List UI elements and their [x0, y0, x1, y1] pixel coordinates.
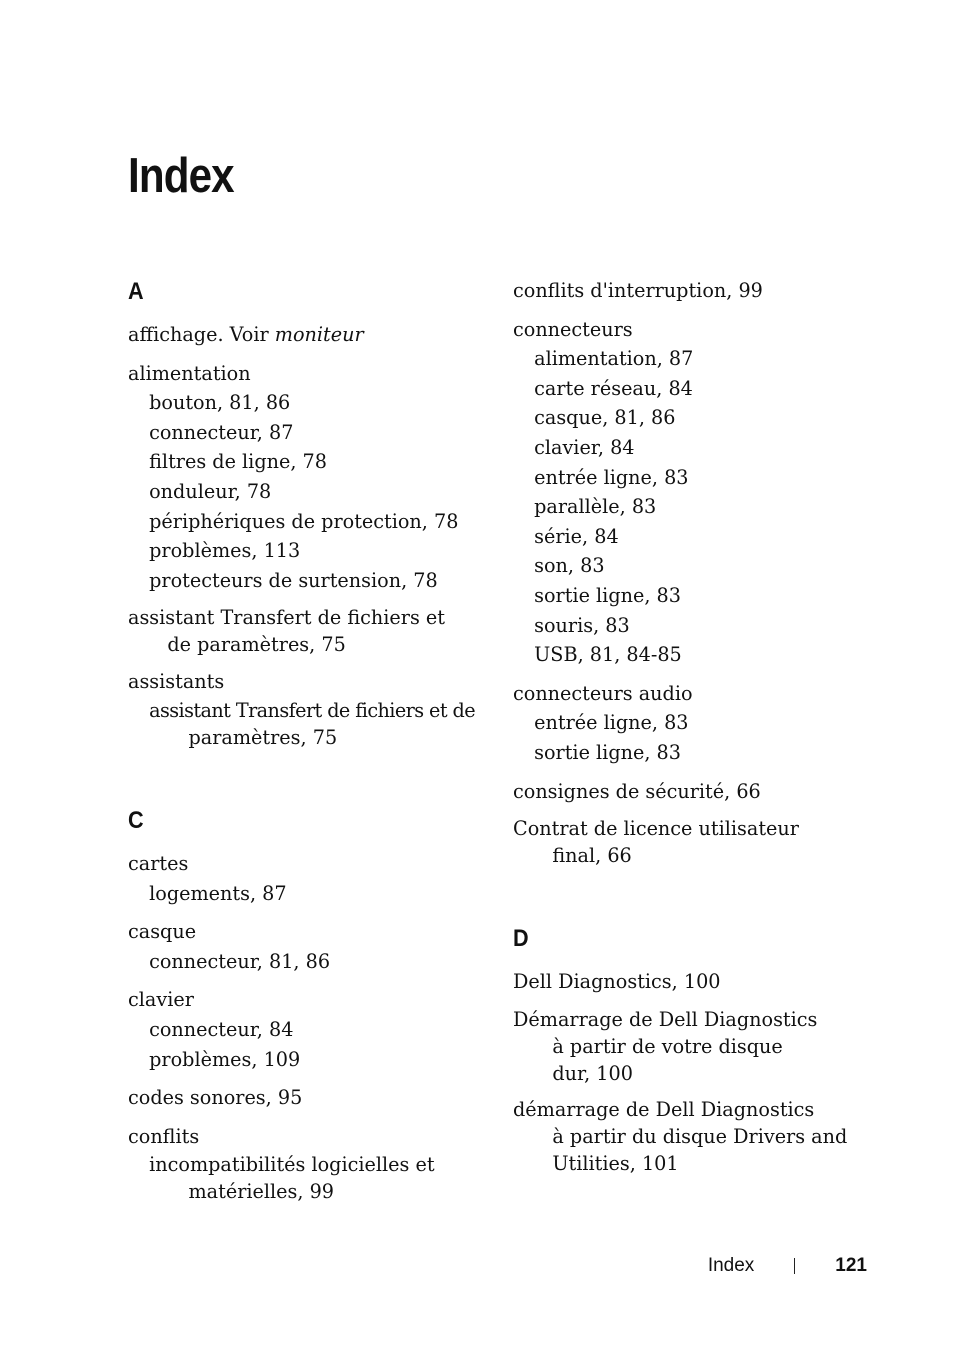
index-term: [128, 320, 464, 350]
index-subentry: filtres de ligne, 78: [149, 449, 327, 474]
index-term: Démarrage de Dell Diagnostics: [513, 1006, 818, 1031]
page-footer: [708, 1255, 867, 1277]
index-term: clavier: [128, 987, 194, 1012]
index-column-left: [128, 276, 478, 1214]
index-entry-alimentation: [128, 359, 478, 596]
index-subentry: problèmes, 109: [149, 1046, 301, 1071]
index-term-text: affichage. Voir: [128, 322, 269, 346]
see-reference: moniteur: [274, 322, 364, 346]
index-subentry: USB, 81, 84-85: [534, 642, 682, 667]
index-term: consignes de sécurité, 66: [513, 778, 761, 803]
index-subentry: sortie ligne, 83: [534, 739, 681, 764]
index-subentry: sortie ligne, 83: [534, 582, 681, 607]
index-subentry: clavier, 84: [534, 434, 635, 459]
index-entry-conflits: [128, 1122, 478, 1206]
index-subentry-continuation: matérielles, 99: [188, 1179, 335, 1204]
index-subentry: logements, 87: [149, 880, 287, 905]
index-entry-conflits-interruption: [513, 276, 863, 306]
index-entry-demarrage-drivers: [513, 1096, 863, 1177]
index-term: assistant Transfert de fichiers et: [128, 605, 446, 630]
section-letter-d: D: [513, 925, 529, 953]
index-term-continuation: dur, 100: [552, 1060, 633, 1085]
footer-label: Index: [707, 1255, 755, 1276]
index-subentry: alimentation, 87: [534, 346, 694, 371]
index-entry-cartes: [128, 849, 478, 908]
index-subentry: connecteur, 87: [149, 419, 294, 444]
index-term: conflits: [128, 1123, 200, 1148]
index-term-continuation: final, 66: [552, 843, 632, 868]
index-entry-codes-sonores: [128, 1083, 478, 1113]
index-entry-clavier: [128, 985, 478, 1074]
index-term-continuation: Utilities, 101: [552, 1150, 679, 1175]
index-subentry: périphériques de protection, 78: [149, 508, 459, 533]
index-term-continuation: à partir de votre disque: [552, 1033, 783, 1058]
index-subentry-text: assistant Transfert de fichiers et de: [149, 697, 476, 722]
index-entry-connecteurs: [513, 315, 863, 670]
index-entry-assistant-transfert: [128, 604, 478, 658]
index-subentry: [128, 697, 476, 724]
index-subentry: entrée ligne, 83: [534, 464, 689, 489]
index-subentry: casque, 81, 86: [534, 405, 676, 430]
index-entry-assistants: [128, 667, 478, 751]
index-subentry: souris, 83: [534, 612, 630, 637]
index-term-continuation: à partir du disque Drivers and: [552, 1123, 848, 1148]
section-letter-a: A: [128, 278, 144, 305]
index-term: Dell Diagnostics, 100: [513, 969, 721, 994]
index-entry-contrat: [513, 815, 863, 869]
index-subentry: connecteur, 84: [149, 1016, 294, 1041]
index-column-right: [513, 276, 863, 1186]
index-term: connecteurs: [513, 316, 633, 341]
index-subentry: protecteurs de surtension, 78: [149, 567, 438, 592]
page-number: 121: [835, 1255, 867, 1276]
index-term: alimentation: [128, 360, 251, 385]
footer-divider: [794, 1258, 795, 1274]
index-term: connecteurs audio: [513, 680, 693, 705]
index-subentry: onduleur, 78: [149, 478, 272, 503]
index-subentry: problèmes, 113: [149, 538, 301, 563]
index-term: cartes: [128, 850, 189, 875]
index-term-continuation: de paramètres, 75: [167, 632, 346, 657]
index-subentry: entrée ligne, 83: [534, 710, 689, 735]
index-subentry-continuation: paramètres, 75: [188, 724, 338, 749]
index-subentry: son, 83: [534, 553, 605, 578]
index-entry-affichage: [128, 320, 478, 350]
index-term: codes sonores, 95: [128, 1085, 303, 1110]
index-subentry: connecteur, 81, 86: [149, 948, 331, 973]
index-subentry: carte réseau, 84: [534, 375, 693, 400]
index-term: démarrage de Dell Diagnostics: [513, 1096, 815, 1121]
index-entry-connecteurs-audio: [513, 679, 863, 768]
index-term: assistants: [128, 669, 225, 694]
index-subentry: série, 84: [534, 523, 619, 548]
index-entry-casque: [128, 917, 478, 976]
index-entry-dell-diagnostics: [513, 967, 863, 997]
index-entry-demarrage-disque-dur: [513, 1006, 863, 1087]
index-term: casque: [128, 919, 197, 944]
index-entry-consignes: [513, 777, 863, 807]
index-subentry: parallèle, 83: [534, 494, 657, 519]
index-term: conflits d'interruption, 99: [513, 278, 763, 302]
page-title: Index: [128, 149, 234, 203]
section-letter-c: C: [128, 806, 144, 834]
index-subentry: bouton, 81, 86: [149, 390, 291, 415]
index-subentry: incompatibilités logicielles et: [149, 1152, 435, 1177]
index-term: Contrat de licence utilisateur: [513, 816, 799, 841]
